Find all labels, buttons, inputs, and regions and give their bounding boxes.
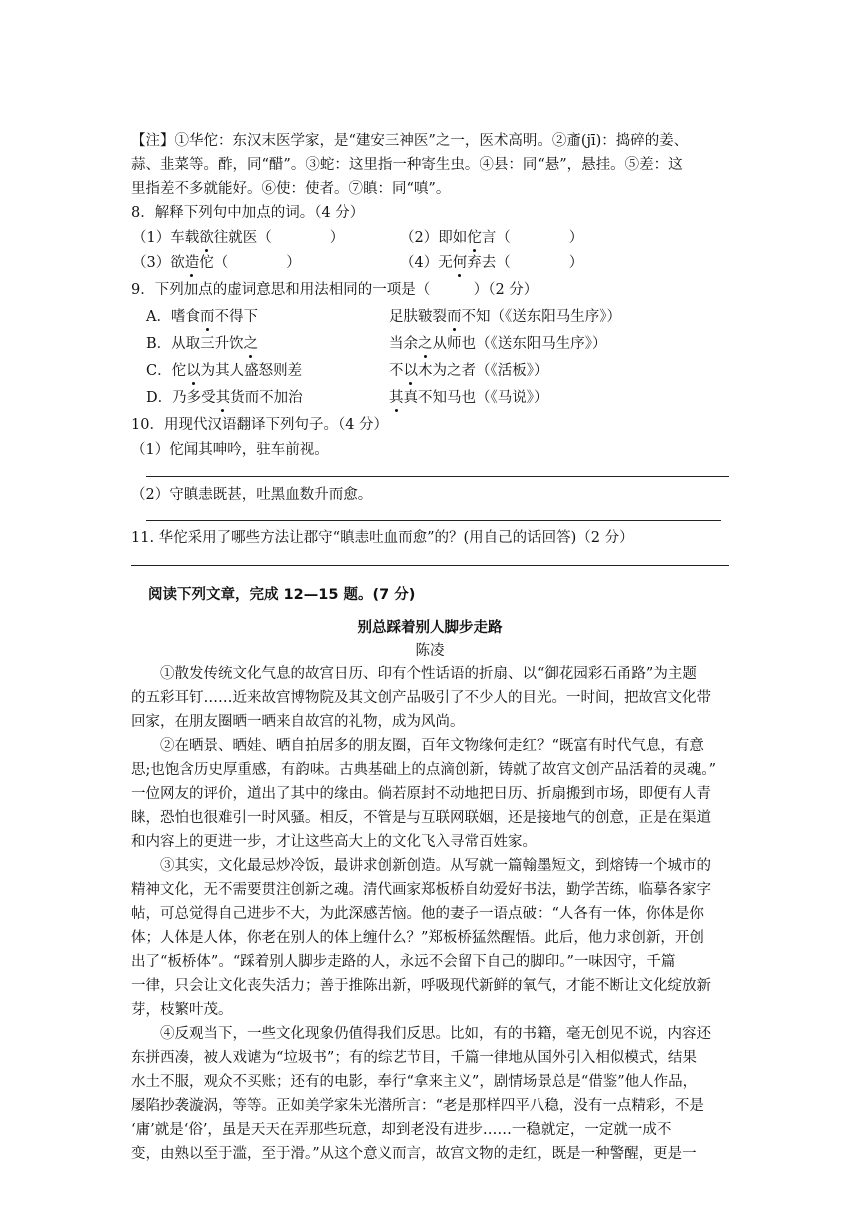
q11-answer-line[interactable] bbox=[131, 565, 729, 566]
q9-a-right-post: 不知（《送东阳马生序》） bbox=[461, 309, 621, 325]
q8-item-3-pre: （3）欲 bbox=[132, 255, 185, 271]
para-2-line: ②在晒景、晒娃、晒自拍居多的朋友圈，百年文物缘何走红？“既富有时代气息，有意 bbox=[131, 738, 704, 754]
q9-a-left-pre: A．嗜食 bbox=[146, 309, 200, 325]
q8-item-4-dotted: 何 bbox=[452, 255, 468, 271]
para-4-line: 屡陷抄袭漩涡，等等。正如美学家朱光潜所言：“老是那样四平八稳，没有一点精彩，不是 bbox=[131, 1098, 704, 1114]
q8-item-4-post: 弃去（ ） bbox=[467, 255, 584, 271]
para-2-line: 睐，恐怕也很难引一时风骚。相反，不管是与互联网联姻，还是接地气的创意，正是在渠道 bbox=[131, 810, 711, 826]
para-2-line: 和内容上的更进一步，才让这些高大上的文化飞入寻常百姓家。 bbox=[131, 834, 537, 850]
q9-c-left-dotted: 以 bbox=[186, 363, 201, 379]
q9-a-left-dotted: 而 bbox=[199, 309, 215, 325]
article-title: 别总踩着别人脚步走路 bbox=[357, 620, 503, 636]
q9-c-right-pre: 不 bbox=[389, 363, 404, 379]
q9-d-left-post: 货而不加治 bbox=[230, 390, 303, 406]
q10-answer-line-2[interactable] bbox=[146, 520, 721, 521]
q8-item-3 bbox=[132, 253, 301, 273]
note-line-2: 蒜、韭菜等。酢，同“醋”。③蛇：这里指一种寄生虫。④县：同“悬”，悬挂。⑤差：这 bbox=[131, 157, 683, 173]
q10-sentence-2: （2）守瞋恚既甚，吐黑血数升而愈。 bbox=[131, 487, 373, 503]
q9-option-a-right bbox=[389, 307, 621, 327]
para-2-line: 思;也饱含历史厚重感，有韵味。古典基础上的点滴创新，铸就了故宫文创产品活着的灵魂。” bbox=[131, 762, 717, 778]
q9-b-left-pre: B．从取三升饮 bbox=[146, 336, 244, 352]
para-3-line: 出了“板桥体”。“踩着别人脚步走路的人，永远不会留下自己的脚印。”一味因守，千篇 bbox=[131, 954, 676, 970]
q11-stem: 11. 华佗采用了哪些方法让郡守“瞋恚吐血而愈”的？(用自己的话回答)（2 分） bbox=[131, 530, 634, 546]
q9-stem: 9．下列加点的虚词意思和用法相同的一项是（ ）（2 分） bbox=[131, 282, 539, 298]
q8-item-3-post: 佗（ ） bbox=[199, 255, 301, 271]
q9-a-right-dotted: 而 bbox=[447, 309, 462, 325]
q10-stem: 10．用现代汉语翻译下列句子。（4 分） bbox=[131, 417, 389, 433]
para-3-line: ③其实，文化最忌炒冷饭，最讲求创新创造。从写就一篇翰墨短文，到熔铸一个城市的 bbox=[131, 858, 711, 874]
para-3-line: 一律，只会让文化丧失活力；善于推陈出新，呼吸现代新鲜的氧气，才能不断让文化绽放新 bbox=[131, 978, 711, 994]
q9-d-left-dotted: 其 bbox=[215, 390, 231, 406]
q8-item-1-post: 往就医（ ） bbox=[213, 230, 345, 246]
q8-item-3-dotted: 造 bbox=[184, 255, 200, 271]
q8-item-2 bbox=[400, 228, 583, 248]
q9-option-d-right bbox=[389, 388, 549, 408]
para-3-line: 帖，可总觉得自己进步不大，为此深感苦恼。他的妻子一语点破：“人各有一体，你体是你 bbox=[131, 906, 704, 922]
q9-b-right-dotted: 之 bbox=[418, 336, 433, 352]
q9-option-d-left bbox=[146, 388, 303, 408]
q9-d-right-post: 真不知马也（《马说》） bbox=[403, 390, 549, 406]
q9-b-left-dotted: 之 bbox=[243, 336, 259, 352]
para-2-line: 一位网友的评价，道出了其中的缘由。倘若原封不动地把日历、折扇搬到市场，即便有人青 bbox=[131, 786, 711, 802]
q9-option-a-left bbox=[146, 307, 258, 327]
section-instruction: 阅读下列文章，完成 12—15 题。(7 分) bbox=[148, 587, 416, 603]
q9-a-right-pre: 足肤皲裂 bbox=[389, 309, 447, 325]
q8-item-4 bbox=[400, 253, 583, 273]
q8-item-2-pre: （2）即如 bbox=[400, 230, 468, 246]
q9-a-left-post: 不得下 bbox=[214, 309, 258, 325]
para-1-line: 回家，在朋友圈晒一晒来自故宫的礼物，成为风尚。 bbox=[131, 714, 465, 730]
q8-item-4-pre: （4）无 bbox=[400, 255, 453, 271]
q8-item-2-post: 言（ ） bbox=[481, 230, 584, 246]
para-4-line: 水土不服，观众不买账；还有的电影，奉行“拿来主义”，剧情场景总是“借鉴”他人作品， bbox=[131, 1074, 698, 1090]
q9-c-right-post: 木为之者（《活板》） bbox=[418, 363, 549, 379]
note-line-1: 【注】①华佗：东汉末医学家，是“建安三神医”之一，医术高明。②齑(jī)：捣碎的姜、 bbox=[131, 133, 689, 149]
q10-sentence-1: （1）佗闻其呻吟，驻车前视。 bbox=[131, 442, 329, 458]
article-author: 陈凌 bbox=[415, 643, 445, 659]
q8-item-1 bbox=[132, 228, 344, 248]
q9-d-right-dotted: 其 bbox=[389, 390, 404, 406]
q10-answer-line-1[interactable] bbox=[146, 476, 729, 477]
q8-item-1-dotted: 欲 bbox=[199, 230, 214, 246]
para-1-line: ①散发传统文化气息的故宫日历、印有个性话语的折扇、以“御花园彩石甬路”为主题 bbox=[131, 666, 697, 682]
para-4-line: 东拼西凑，被人戏谑为“垃圾书”；有的综艺节目，千篇一律地从国外引入相似模式，结果 bbox=[131, 1050, 697, 1066]
para-3-line: 体；人体是人体，你老在别人的体上缠什么？”郑板桥猛然醒悟。此后，他力求创新，开创 bbox=[131, 930, 704, 946]
q9-c-left-pre: C．佗 bbox=[146, 363, 187, 379]
para-4-line: ‘庸’就是‘俗’，虽是天天在弄那些玩意，却到老没有进步……一稳就定，一定就一成不 bbox=[131, 1122, 672, 1138]
q8-item-1-pre: （1）车载 bbox=[132, 230, 200, 246]
q9-b-right-post: 从师也（《送东阳马生序》） bbox=[432, 336, 607, 352]
q9-c-left-post: 为其人盛怒则差 bbox=[200, 363, 303, 379]
q9-b-right-pre: 当余 bbox=[389, 336, 418, 352]
q9-option-b-left bbox=[146, 334, 258, 354]
para-3-line: 芽，枝繁叶茂。 bbox=[131, 1002, 233, 1018]
q9-option-c-left bbox=[146, 361, 302, 381]
q9-d-left-pre: D．乃多受 bbox=[146, 390, 216, 406]
para-4-line: ④反观当下，一些文化现象仍值得我们反思。比如，有的书籍，毫无创见不说，内容还 bbox=[131, 1026, 711, 1042]
para-1-line: 的五彩耳钉……近来故宫博物院及其文创产品吸引了不少人的目光。一时间，把故宫文化带 bbox=[131, 690, 711, 706]
para-3-line: 精神文化，无不需要贯注创新之魂。清代画家郑板桥自幼爱好书法，勤学苦练，临摹各家字 bbox=[131, 882, 711, 898]
q9-option-b-right bbox=[389, 334, 607, 354]
q9-option-c-right bbox=[389, 361, 549, 381]
note-line-3: 里指差不多就能好。⑥使：使者。⑦瞋：同“嗔”。 bbox=[131, 181, 451, 197]
q9-c-right-dotted: 以 bbox=[403, 363, 418, 379]
q8-stem: 8．解释下列句中加点的词。（4 分） bbox=[131, 205, 365, 221]
q8-item-2-dotted: 佗 bbox=[467, 230, 482, 246]
para-4-line: 变，由熟以至于滥，至于滑。”从这个意义而言，故宫文物的走红，既是一种警醒，更是一 bbox=[131, 1146, 697, 1162]
